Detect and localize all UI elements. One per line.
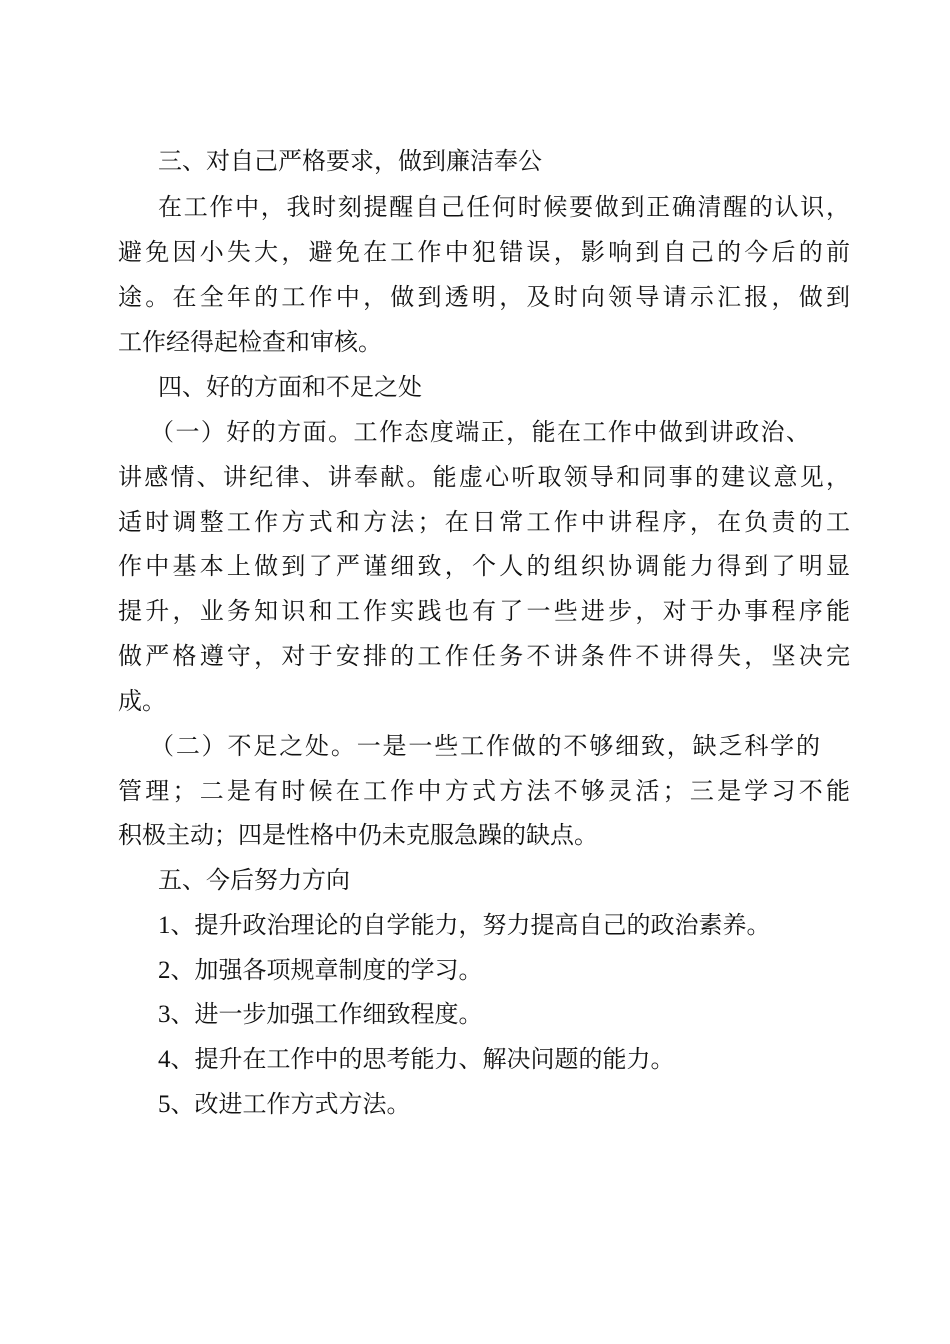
list-item [158,905,850,945]
list-item-text: 、提升在工作中的思考能力、解决问题的能力。 [170,1045,675,1073]
paragraph-line: 作中基本上做到了严谨细致，个人的组织协调能力得到了明显 [118,552,850,580]
paragraph-line: 提升，业务知识和工作实践也有了一些进步，对于办事程序能 [118,597,850,625]
paragraph-line: 工作经得起检查和审核。 [118,328,382,356]
list-item-text: 、进一步加强工作细致程度。 [170,1000,483,1028]
paragraph-line: 在工作中，我时刻提醒自己任何时候要做到正确清醒的认识， [158,193,850,221]
paragraph-line: 避免因小失大，避免在工作中犯错误，影响到自己的今后的前 [118,238,850,266]
list-item-number: 3 [158,1001,171,1028]
paragraph-line: 成。 [118,687,166,715]
paragraph-line: 做严格遵守，对于安排的工作任务不讲条件不讲得失，坚决完 [118,642,850,670]
list-item-number: 4 [158,1046,171,1073]
list-item [158,950,850,990]
list-item [158,994,850,1034]
list-item [158,1039,850,1079]
list-item-number: 2 [158,957,171,984]
list-item-text: 、加强各项规章制度的学习。 [170,956,483,984]
paragraph-line: 讲感情、讲纪律、讲奉献。能虚心听取领导和同事的建议意见， [118,463,850,491]
list-item-text: 、改进工作方式方法。 [170,1090,411,1118]
list-item-number: 5 [158,1091,171,1118]
list-item [158,1084,850,1124]
paragraph-line: 途。在全年的工作中，做到透明，及时向领导请示汇报，做到 [118,283,850,311]
section-heading-5: 五、今后努力方向 [158,866,350,894]
list-item-number: 1 [158,912,171,939]
paragraph-line: 积极主动；四是性格中仍未克服急躁的缺点。 [118,821,598,849]
section-heading-4: 四、好的方面和不足之处 [158,373,422,401]
paragraph-line: 适时调整工作方式和方法；在日常工作中讲程序，在负责的工 [118,508,850,536]
list-item-text: 、提升政治理论的自学能力，努力提高自己的政治素养。 [170,911,771,939]
paragraph-line: 管理；二是有时候在工作中方式方法不够灵活；三是学习不能 [118,777,850,805]
paragraph-line: （一）好的方面。工作态度端正，能在工作中做到讲政治、 [150,418,810,446]
paragraph-line: （二）不足之处。一是一些工作做的不够细致，缺乏科学的 [150,732,820,760]
section-heading-3: 三、对自己严格要求，做到廉洁奉公 [158,147,542,175]
